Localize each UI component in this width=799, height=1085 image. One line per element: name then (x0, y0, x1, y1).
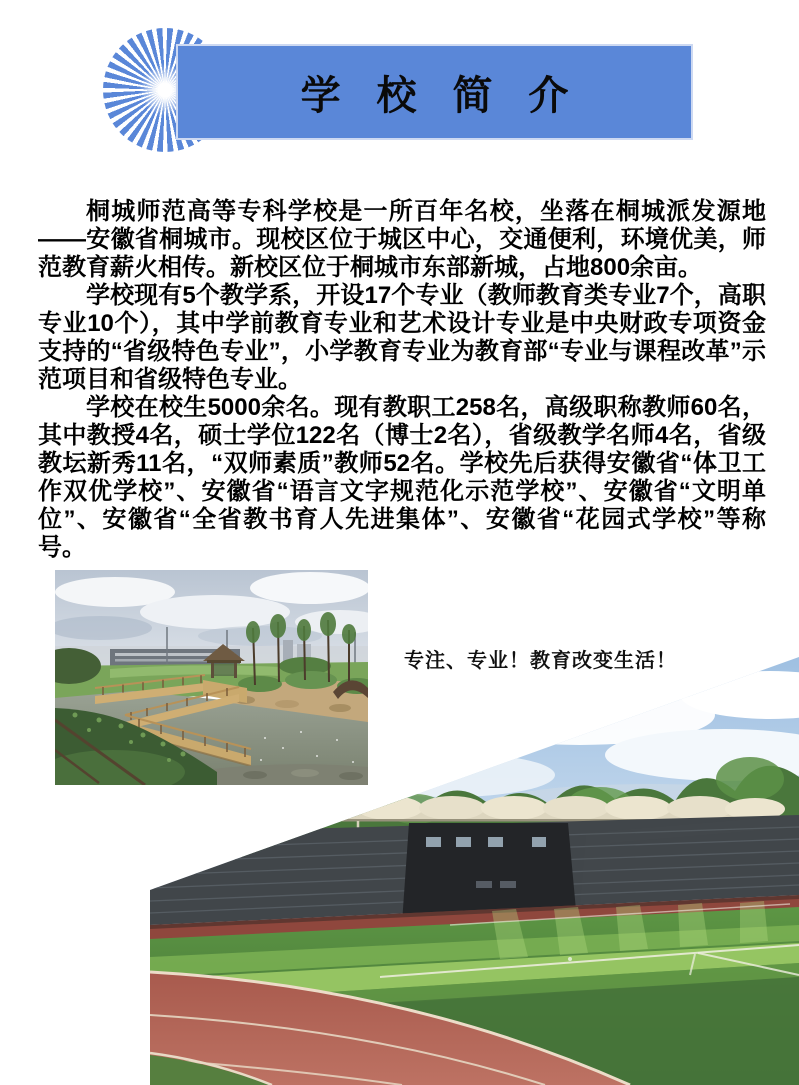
intro-text (38, 198, 766, 562)
stadium-photo (150, 657, 799, 1085)
body-paragraph: 桐城师范高等专科学校是一所百年名校，坐落在桐城派发源地——安徽省桐城市。现校区位于城区中心，交通便利，环境优美，师范教育薪火相传。新校区位于桐城市东部新城，占地800余亩。 (38, 198, 766, 281)
page-title: 学 校 简 介 (300, 71, 580, 119)
body-paragraph: 学校在校生5000余名。现有教职工258名，高级职称教师60名，其中教授4名，硕士学位122名（博士2名），省级教学名师4名，省级教坛新秀11名，“双师素质”教师52名。学校先后获得安徽省“体卫工作双优学校”、安徽省“语言文字规范化示范学校”、安徽省“文明单位”、安徽省“全省教书育人先进集体”、安徽省“花园式学校”等称号。 (38, 394, 766, 561)
title-banner (176, 44, 693, 140)
slogan-text: 专注、专业！教育改变生活！ (404, 650, 677, 672)
body-paragraph: 学校现有5个教学系，开设17个专业（教师教育类专业7个，高职专业10个），其中学前教育专业和艺术设计专业是中央财政专项资金支持的“省级特色专业”，小学教育专业为教育部“专业与课程改革”示范项目和省级特色专业。 (38, 282, 766, 393)
stadium-photo-drawing (150, 657, 799, 1085)
